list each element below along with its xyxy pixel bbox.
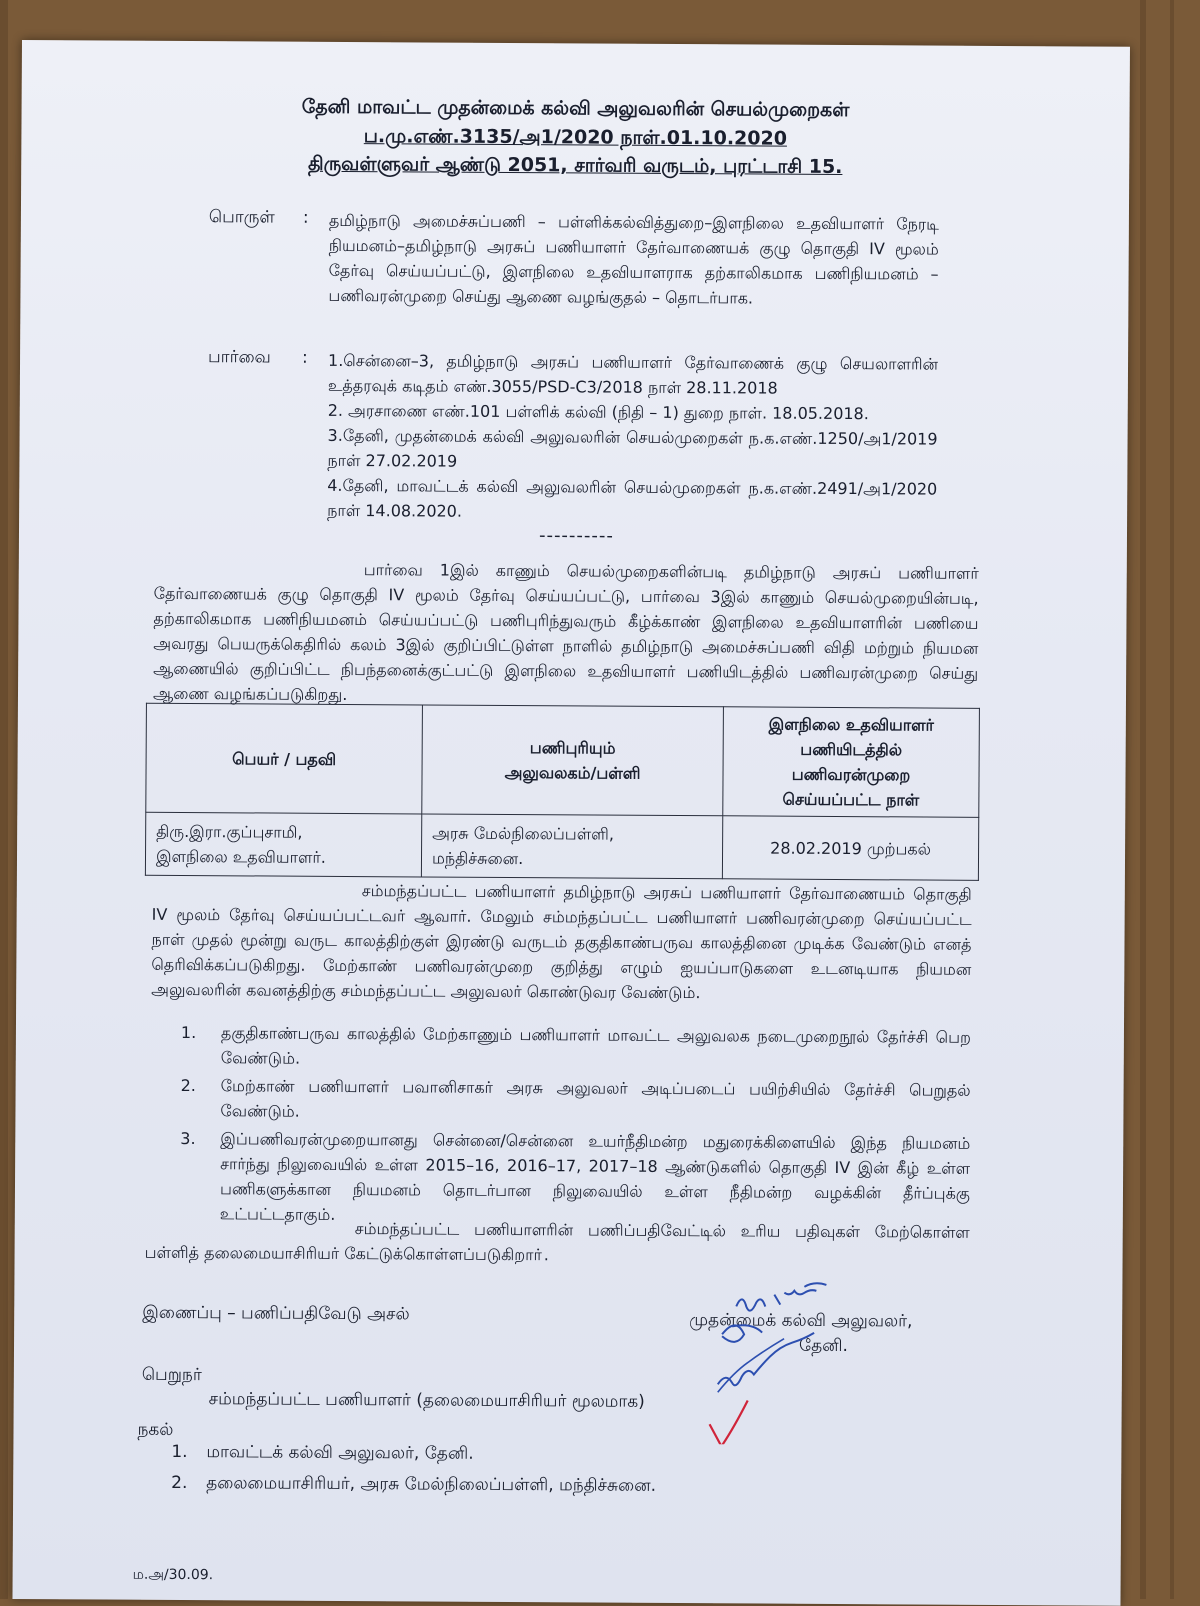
document-sheet — [12, 40, 1130, 1606]
references-label: பார்வை — [208, 347, 271, 368]
cell-office: அரசு மேல்நிலைப்பள்ளி, மந்திச்சுனை. — [421, 814, 722, 879]
reference-number: ப.மு.எண்.3135/அ1/2020 நாள்.01.10.2020 — [363, 125, 788, 150]
service-register-paragraph: சம்மந்தப்பட்ட பணியாளரின் பணிப்பதிவேட்டில் உரிய பதிவுகள் மேற்கொள்ள பள்ளித் தலைமையாசிரியர் கேட்டுக்கொள்ளப்படுகிறாா். — [144, 1219, 970, 1265]
header-name-designation: பெயர் / பதவி — [146, 703, 423, 814]
signatory-place: தேனி. — [798, 1335, 848, 1357]
reference-item-4: 4.தேனி, மாவட்டக் கல்வி அலுவலரின் செயல்முறைகள் ந.க.எண்.2491/அ1/2020 நாள் 14.08.2020. — [327, 475, 938, 521]
list-item: 3. இப்பணிவரன்முறையானது சென்னை/சென்னை உயர்நீதிமன்ற மதுரைக்கிளையில் இந்த நியமனம் சார்ந்து நிலுவையில் உள்ள 2015–16, 2016–17, 2017–18 ஆண்டுகளில் தொகுதி IV இன் கீழ் உள்ள பணிகளுக்கான நியமனம் தொடர்பான நிலுவையில் உள்ள நீதிமன்ற வழக்கின் தீர்ப்புக்கு உட்பட்டதாகும். — [180, 1128, 971, 1224]
probation-paragraph: சம்மந்தப்பட்ட பணியாளர் தமிழ்நாடு அரசுப் பணியாளர் தேர்வாணையம் தொகுதி IV மூலம் தேர்வு செய்யப்பட்டவர் ஆவார். மேலும் சம்மந்தப்பட்ட பணியாளர் பணிவரன்முறை செய்யப்பட்ட நாள் முதல் மூன்று வருட காலத்திற்குள் இரண்டு வருடம் தகுதிகாண்பருவ காலத்தினை முடிக்க வேண்டும் எனத் தெரிவிக்கப்படுகிறது. மேற்காண் பணிவரன்முறை குறித்து எழும் ஐயப்பாடுகளை உடனடியாக நியமன அலுவலரின் கவனத்திற்கு சம்மந்தப்பட்ட அலுவலர் கொண்டுவர வேண்டும். — [151, 881, 972, 1003]
enclosure-note: இணைப்பு – பணிப்பதிவேடு அசல் — [142, 1302, 410, 1325]
copy-to-label: நகல் — [137, 1419, 174, 1440]
references-list — [327, 348, 938, 527]
order-paragraph: பார்வை 1இல் காணும் செயல்முறைகளின்படி தமிழ்நாடு அரசுப் பணியாளர் தேர்வாணையக் குழு தொகுதி IV மூலம் தேர்வு செய்யப்பட்டு, பார்வை 3இல் காணும் செயல்முறையின்படி, தற்காலிகமாக பணிநியமனம் செய்யப்பட்டு பணிபுரிந்துவரும் கீழ்க்காண் இளநிலை உதவியாளரின் பணியை அவரது பெயருக்கெதிரில் கலம் 3இல் குறிப்பிட்டுள்ள நாளில் தமிழ்நாடு அமைச்சுப்பணி விதி மற்றும் நியமன ஆணையில் குறிப்பிட்ட நிபந்தனைக்குட்பட்டு இளநிலை உதவியாளர் பணியிடத்தில் பணிவரன்முறை செய்து ஆணை வழங்கப்படுகிறது. — [152, 560, 979, 704]
document-title: தேனி மாவட்ட முதன்மைக் கல்வி அலுவலரின் செயல்முறைகள் — [301, 95, 850, 122]
reference-item-3: 3.தேனி, முதன்மைக் கல்வி அலுவலரின் செயல்முறைகள் ந.க.எண்.1250/அ1/2019 நாள் 27.02.2019 — [327, 425, 938, 471]
list-item: 2. மேற்காண் பணியாளர் பவானிசாகர் அரசு அலுவலர் அடிப்படைப் பயிற்சியில் தேர்ச்சி பெறுதல் வேண்டும். — [180, 1075, 971, 1121]
footer-note: ம.அ/30.09. — [132, 1566, 214, 1584]
conditions-list — [180, 1020, 971, 1234]
signatory-designation: முதன்மைக் கல்வி அலுவலர், — [689, 1310, 913, 1332]
section-divider: ---------- — [538, 525, 614, 547]
subject-text: தமிழ்நாடு அமைச்சுப்பணி – பள்ளிக்கல்வித்துறை–இளநிலை உதவியாளர் நேரடி நியமனம்–தமிழ்நாடு அரசுப் பணியாளர் தேர்வாணையக் குழு தொகுதி IV மூலம் தேர்வு செய்யப்பட்டு, இளநிலை உதவியாளராக தற்காலிகமாக பணிநியமனம் – பணிவரன்முறை செய்து ஆணை வழங்குதல் – தொடர்பாக. — [328, 210, 939, 308]
table-header-row — [146, 703, 980, 817]
subject-label: பொருள் — [208, 207, 275, 228]
tamil-calendar-date: திருவள்ளுவர் ஆண்டு 2051, சார்வரி வருடம், புரட்டாசி 15. — [307, 152, 843, 179]
handwritten-signature — [673, 1264, 894, 1445]
list-item: 1. மாவட்டக் கல்வி அலுவலர், தேனி. — [171, 1441, 474, 1464]
subject-colon: : — [302, 207, 309, 228]
appointment-table — [145, 703, 980, 881]
cell-date: 28.02.2019 முற்பகல் — [722, 816, 978, 881]
copy-to-list — [171, 1440, 656, 1505]
references-colon: : — [302, 347, 308, 368]
list-item: 1. தகுதிகாண்பருவ காலத்தில் மேற்காணும் பணியாளர் மாவட்ட அலுவலக நடைமுறைநூல் தேர்ச்சி பெற வேண்டும். — [180, 1022, 971, 1068]
recipient-label: பெறுநர் — [141, 1364, 202, 1386]
header-regularisation-date: இளநிலை உதவியாளர் பணியிடத்தில் பணிவரன்முறை செய்யப்பட்ட நாள் — [723, 707, 980, 818]
list-item: 2. தலைமையாசிரியர், அரசு மேல்நிலைப்பள்ளி, மந்திச்சுனை. — [171, 1472, 657, 1496]
reference-item-2: 2. அரசாணை எண்.101 பள்ளிக் கல்வி (நிதி – 1) துறை நாள். 18.05.2018. — [327, 400, 869, 424]
reference-item-1: 1.சென்னை–3, தமிழ்நாடு அரசுப் பணியாளர் தேர்வாணைக் குழு செயலாளரின் உத்தரவுக் கடிதம் எண்.3055/PSD-C3/2018 நாள் 28.11.2018 — [327, 350, 939, 398]
header-office: பணிபுரியும் அலுவலகம்/பள்ளி — [422, 705, 724, 816]
recipient-text: சம்மந்தப்பட்ட பணியாளர் (தலைமையாசிரியர் மூலமாக) — [208, 1389, 645, 1412]
table-row — [145, 812, 978, 880]
cell-name: திரு.இரா.குப்புசாமி, இளநிலை உதவியாளர். — [145, 812, 421, 877]
